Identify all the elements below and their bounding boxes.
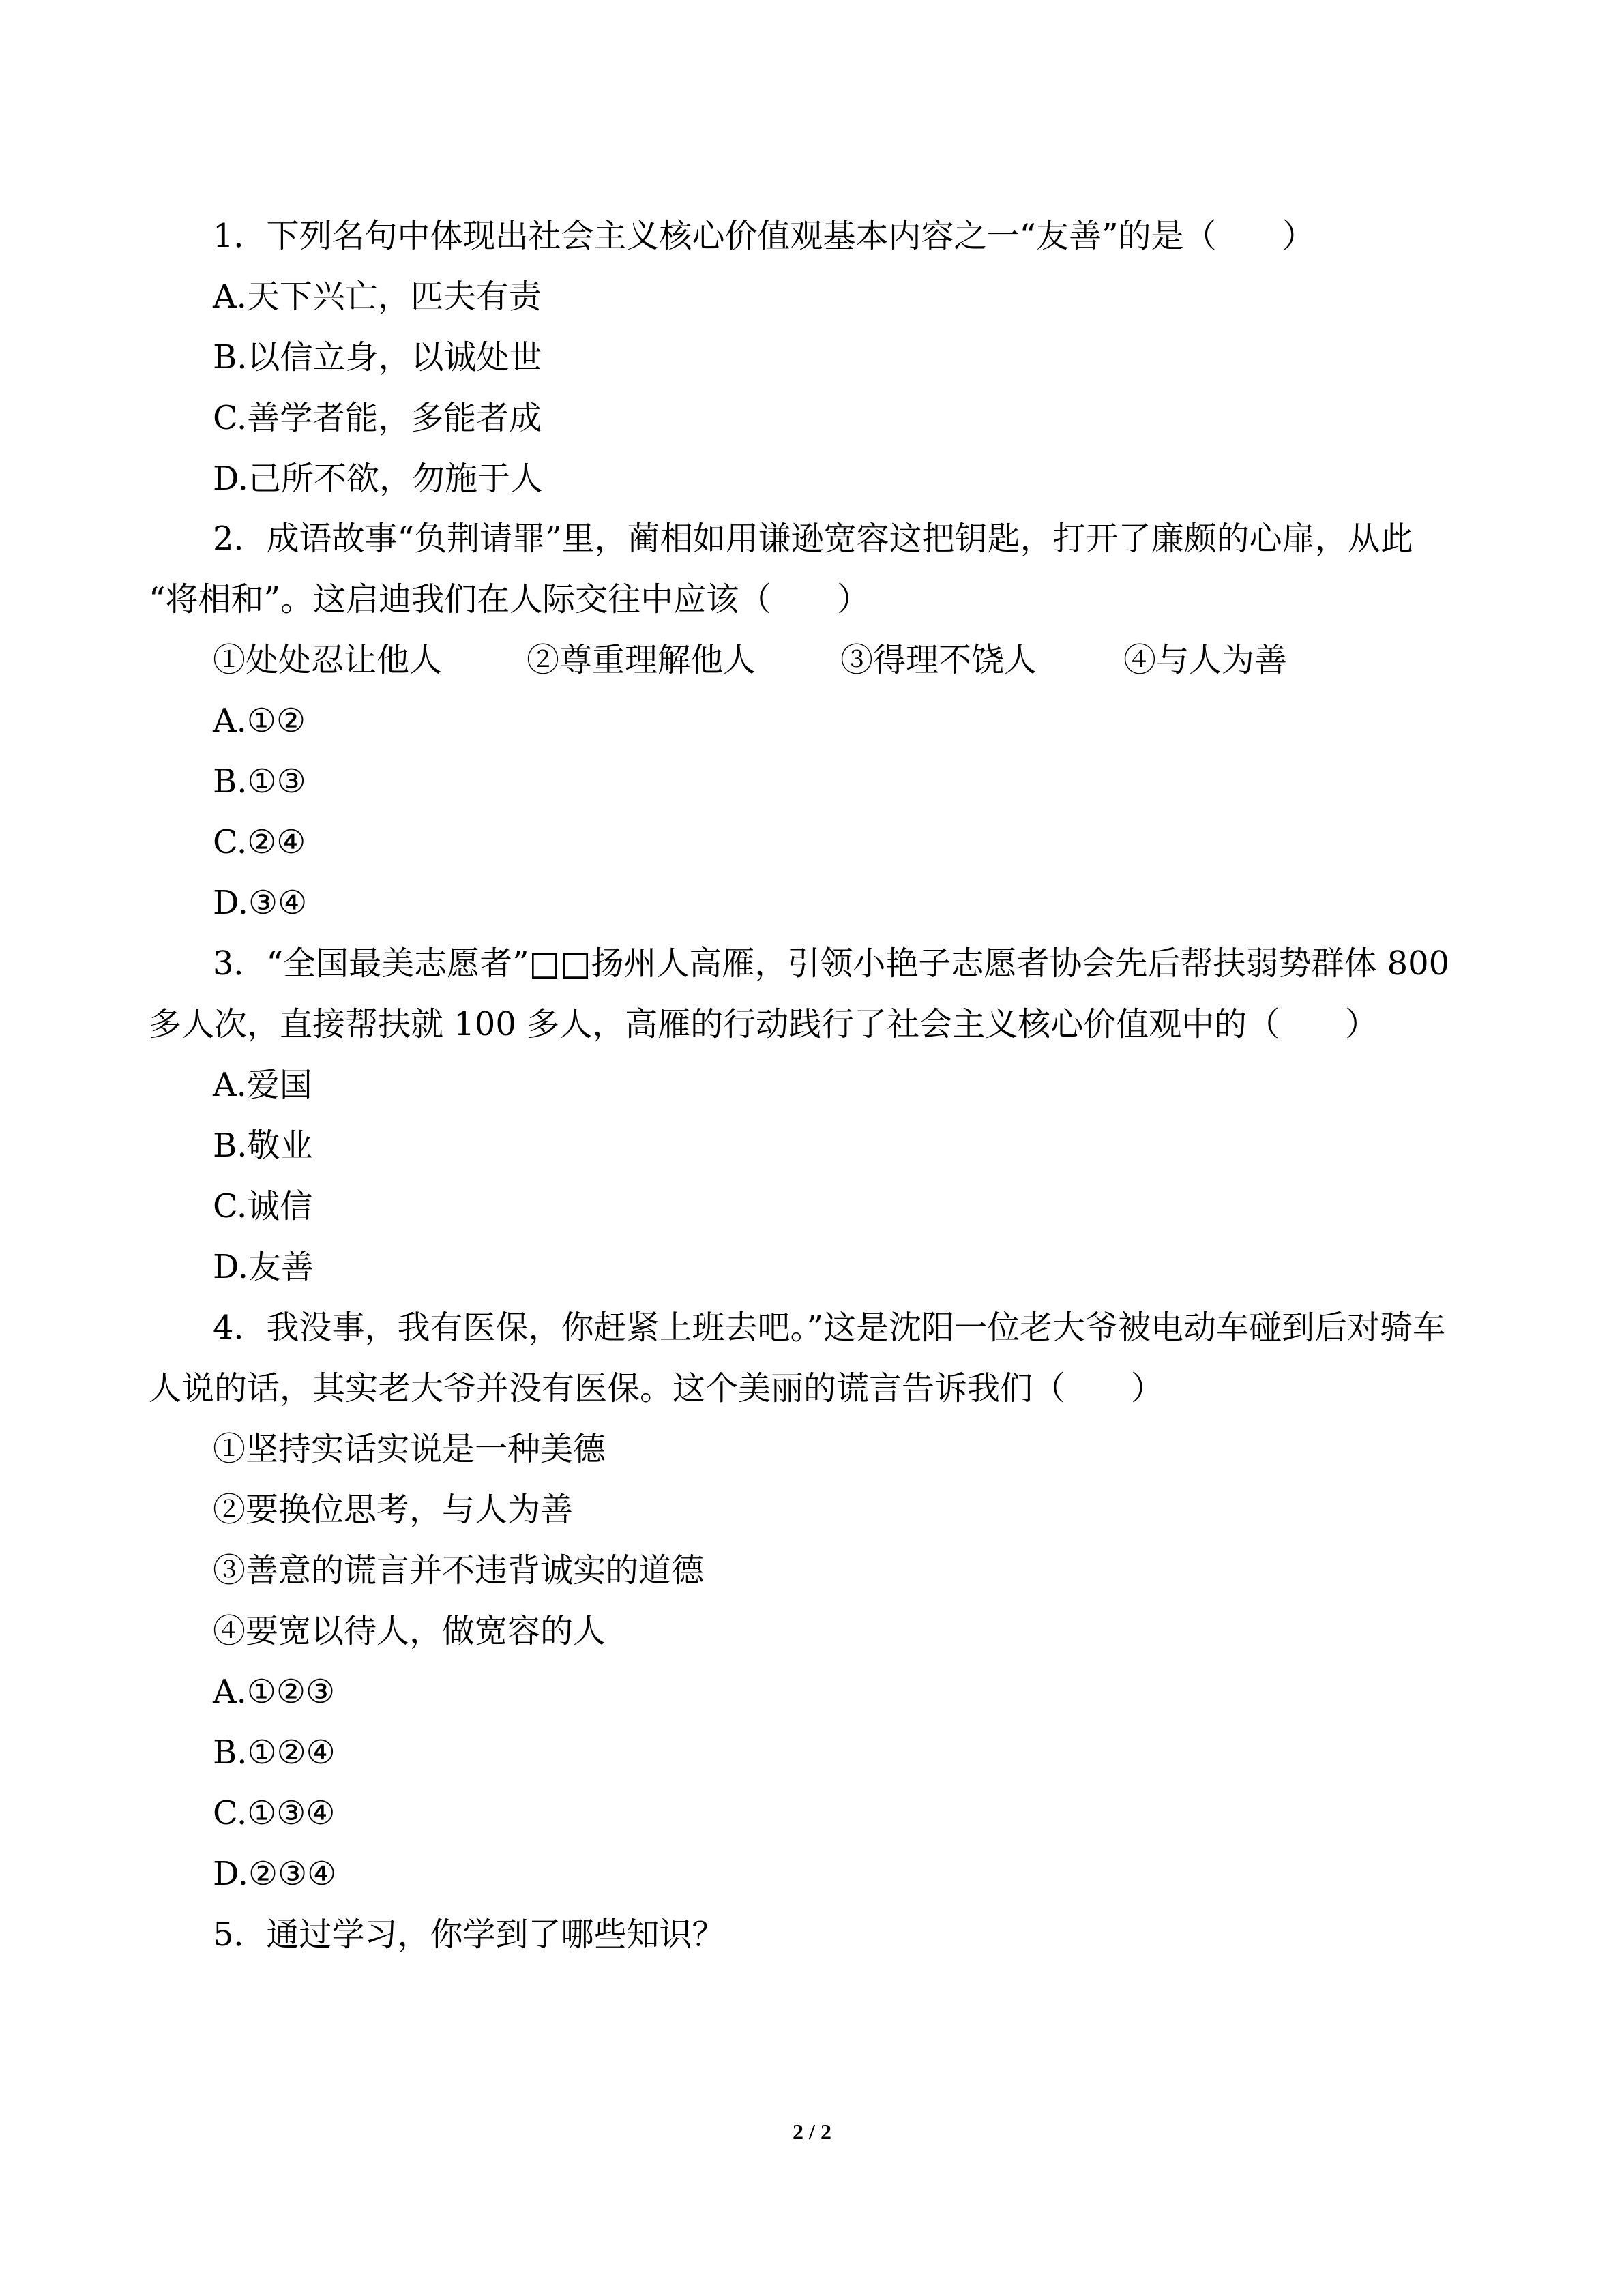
question-1-option-b: B.以信立身，以诚处世 xyxy=(213,338,542,376)
question-3-option-c: C.诚信 xyxy=(213,1187,313,1225)
question-2-option-c: C.②④ xyxy=(213,823,306,861)
question-1-option-c: C.善学者能，多能者成 xyxy=(213,399,542,437)
question-2-choice-3: ③得理不饶人 xyxy=(840,641,1037,679)
question-2-choices xyxy=(213,640,1372,681)
question-4-stem-line-1: 4．我没事，我有医保，你赶紧上班去吧。”这是沈阳一位老大爷被电动车碰到后对骑车 xyxy=(213,1309,1446,1347)
question-1-option-a: A.天下兴亡，匹夫有责 xyxy=(213,278,542,316)
question-4-option-b: B.①②④ xyxy=(213,1733,336,1772)
question-5-stem: 5．通过学习，你学到了哪些知识？ xyxy=(213,1915,725,1954)
question-3-stem-line-2: 多人次，直接帮扶就 100 多人，高雁的行动践行了社会主义核心价值观中的（ ） xyxy=(149,1005,1378,1043)
question-3-stem-line-1: 3．“全国最美志愿者”□□扬州人高雁，引领小艳子志愿者协会先后帮扶弱势群体 800 xyxy=(213,944,1450,983)
question-4-stem-line-2: 人说的话，其实老大爷并没有医保。这个美丽的谎言告诉我们（ ） xyxy=(149,1369,1164,1407)
question-2-option-a: A.①② xyxy=(213,702,306,740)
question-2-stem-line-1: 2．成语故事“负荆请罪”里，蔺相如用谦逊宽容这把钥匙，打开了廉颇的心扉，从此 xyxy=(213,520,1413,558)
question-2-stem-line-2: “将相和”。这启迪我们在人际交往中应该（ ） xyxy=(149,580,870,618)
question-3-option-a: A.爱国 xyxy=(213,1066,312,1104)
question-2-choice-4: ④与人为善 xyxy=(1123,641,1288,679)
question-3-option-d: D.友善 xyxy=(213,1248,314,1286)
question-2-option-b: B.①③ xyxy=(213,762,306,801)
question-4-option-c: C.①③④ xyxy=(213,1794,336,1832)
question-2-choice-2: ②尊重理解他人 xyxy=(527,641,756,679)
question-4-choice-3: ③善意的谎言并不违背诚实的道德 xyxy=(213,1551,705,1590)
page-number: 2 / 2 xyxy=(793,2119,831,2144)
question-2-option-d: D.③④ xyxy=(213,884,308,922)
question-4-choice-4: ④要宽以待人，做宽容的人 xyxy=(213,1612,606,1650)
question-4-option-d: D.②③④ xyxy=(213,1855,337,1893)
question-4-option-a: A.①②③ xyxy=(213,1673,336,1711)
question-1-option-d: D.己所不欲，勿施于人 xyxy=(213,460,544,498)
question-4-choice-2: ②要换位思考，与人为善 xyxy=(213,1491,574,1529)
question-4-choice-1: ①坚持实话实说是一种美德 xyxy=(213,1430,606,1468)
question-2-choice-1: ①处处忍让他人 xyxy=(213,641,443,679)
question-3-option-b: B.敬业 xyxy=(213,1127,313,1165)
question-1-stem: 1．下列名句中体现出社会主义核心价值观基本内容之一“友善”的是（ ） xyxy=(213,217,1315,255)
